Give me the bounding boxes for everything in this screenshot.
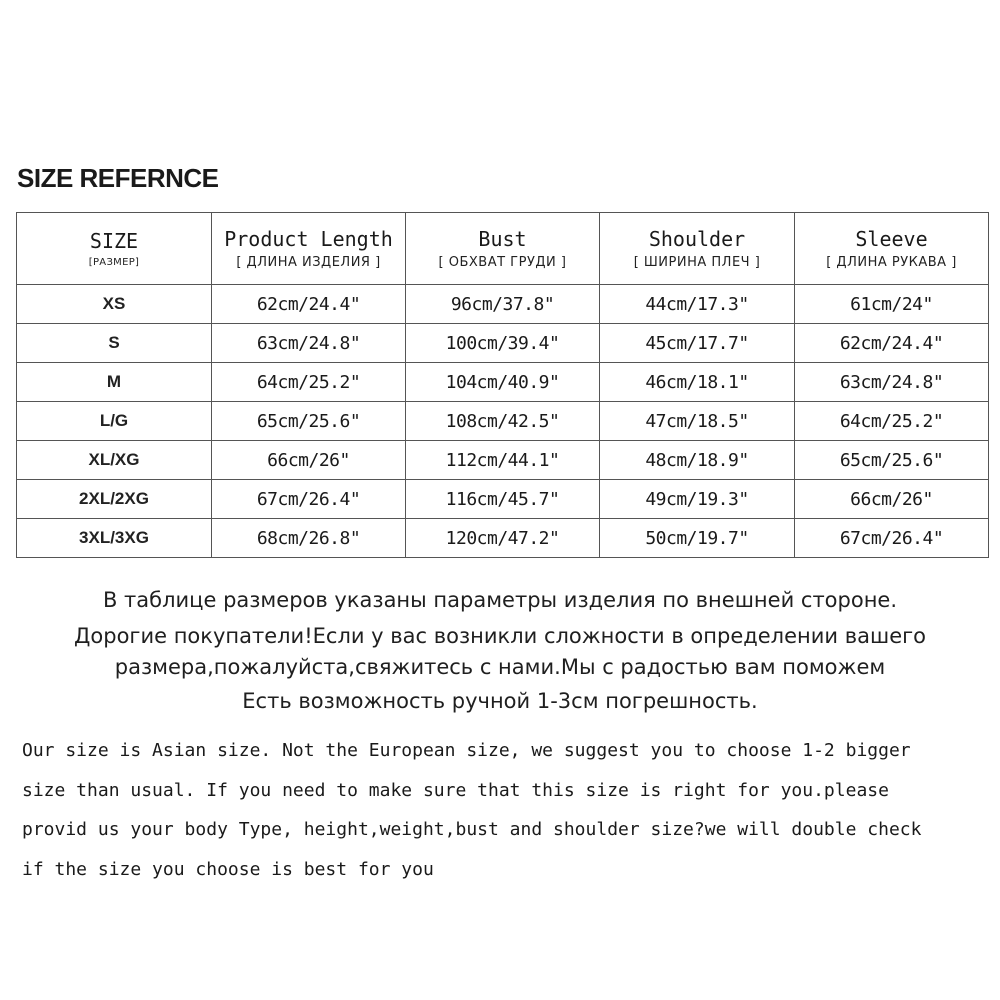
header-bust-label: Bust xyxy=(478,227,527,251)
table-row xyxy=(17,285,989,324)
size-table xyxy=(16,212,989,558)
size-cell: L/G xyxy=(17,402,212,441)
header-shoulder-sublabel: [ ШИРИНА ПЛЕЧ ] xyxy=(633,255,761,270)
product-length-cell: 62cm/24.4" xyxy=(212,285,406,324)
shoulder-cell: 44cm/17.3" xyxy=(600,285,795,324)
product-length-cell: 67cm/26.4" xyxy=(212,480,406,519)
header-sleeve xyxy=(795,213,989,285)
sleeve-cell: 64cm/25.2" xyxy=(795,402,989,441)
header-product-length-label: Product Length xyxy=(224,227,393,251)
bust-cell: 112cm/44.1" xyxy=(406,441,600,480)
header-product-length xyxy=(212,213,406,285)
size-cell: XL/XG xyxy=(17,441,212,480)
bust-cell: 108cm/42.5" xyxy=(406,402,600,441)
table-row xyxy=(17,363,989,402)
english-note-line: provid us your body Type, height,weight,bust and shoulder size?we will double check xyxy=(22,819,922,840)
product-length-cell: 66cm/26" xyxy=(212,441,406,480)
product-length-cell: 63cm/24.8" xyxy=(212,324,406,363)
table-row xyxy=(17,480,989,519)
english-note-line: if the size you choose is best for you xyxy=(22,859,434,880)
header-bust xyxy=(406,213,600,285)
page-title: SIZE REFERNCE xyxy=(17,163,219,193)
sleeve-cell: 63cm/24.8" xyxy=(795,363,989,402)
size-cell: XS xyxy=(17,285,212,324)
header-product-length-sublabel: [ ДЛИНА ИЗДЕЛИЯ ] xyxy=(236,255,381,270)
product-length-cell: 68cm/26.8" xyxy=(212,519,406,558)
header-size-sublabel: [РАЗМЕР] xyxy=(88,257,140,268)
shoulder-cell: 47cm/18.5" xyxy=(600,402,795,441)
bust-cell: 104cm/40.9" xyxy=(406,363,600,402)
bust-cell: 100cm/39.4" xyxy=(406,324,600,363)
header-size xyxy=(17,213,212,285)
table-row xyxy=(17,402,989,441)
sleeve-cell: 62cm/24.4" xyxy=(795,324,989,363)
bust-cell: 120cm/47.2" xyxy=(406,519,600,558)
bust-cell: 96cm/37.8" xyxy=(406,285,600,324)
bust-cell: 116cm/45.7" xyxy=(406,480,600,519)
shoulder-cell: 49cm/19.3" xyxy=(600,480,795,519)
table-row xyxy=(17,441,989,480)
product-length-cell: 64cm/25.2" xyxy=(212,363,406,402)
header-shoulder xyxy=(600,213,795,285)
table-header-row xyxy=(17,213,989,285)
russian-note-line: Есть возможность ручной 1-3см погрешность. xyxy=(242,689,758,713)
header-size-label: SIZE xyxy=(89,229,139,253)
header-shoulder-label: Shoulder xyxy=(648,227,746,251)
table-row xyxy=(17,324,989,363)
header-bust-sublabel: [ ОБХВАТ ГРУДИ ] xyxy=(438,255,567,270)
size-cell: M xyxy=(17,363,212,402)
russian-note-line: В таблице размеров указаны параметры изделия по внешней стороне. xyxy=(102,588,898,612)
english-note-line: Our size is Asian size. Not the European size, we suggest you to choose 1-2 bigger xyxy=(22,740,911,761)
size-cell: 2XL/2XG xyxy=(17,480,212,519)
sleeve-cell: 65cm/25.6" xyxy=(795,441,989,480)
shoulder-cell: 46cm/18.1" xyxy=(600,363,795,402)
header-sleeve-sublabel: [ ДЛИНА РУКАВА ] xyxy=(826,255,957,270)
sleeve-cell: 61cm/24" xyxy=(795,285,989,324)
shoulder-cell: 48cm/18.9" xyxy=(600,441,795,480)
shoulder-cell: 50cm/19.7" xyxy=(600,519,795,558)
table-row xyxy=(17,519,989,558)
russian-note-line: размера,пожалуйста,свяжитесь с нами.Мы с радостью вам поможем xyxy=(114,655,886,679)
size-cell: S xyxy=(17,324,212,363)
product-length-cell: 65cm/25.6" xyxy=(212,402,406,441)
russian-note-line: Дорогие покупатели!Если у вас возникли сложности в определении вашего xyxy=(73,624,926,648)
shoulder-cell: 45cm/17.7" xyxy=(600,324,795,363)
size-cell: 3XL/3XG xyxy=(17,519,212,558)
english-note-line: size than usual. If you need to make sure that this size is right for you.please xyxy=(22,780,889,801)
sleeve-cell: 66cm/26" xyxy=(795,480,989,519)
header-sleeve-label: Sleeve xyxy=(855,227,928,251)
sleeve-cell: 67cm/26.4" xyxy=(795,519,989,558)
